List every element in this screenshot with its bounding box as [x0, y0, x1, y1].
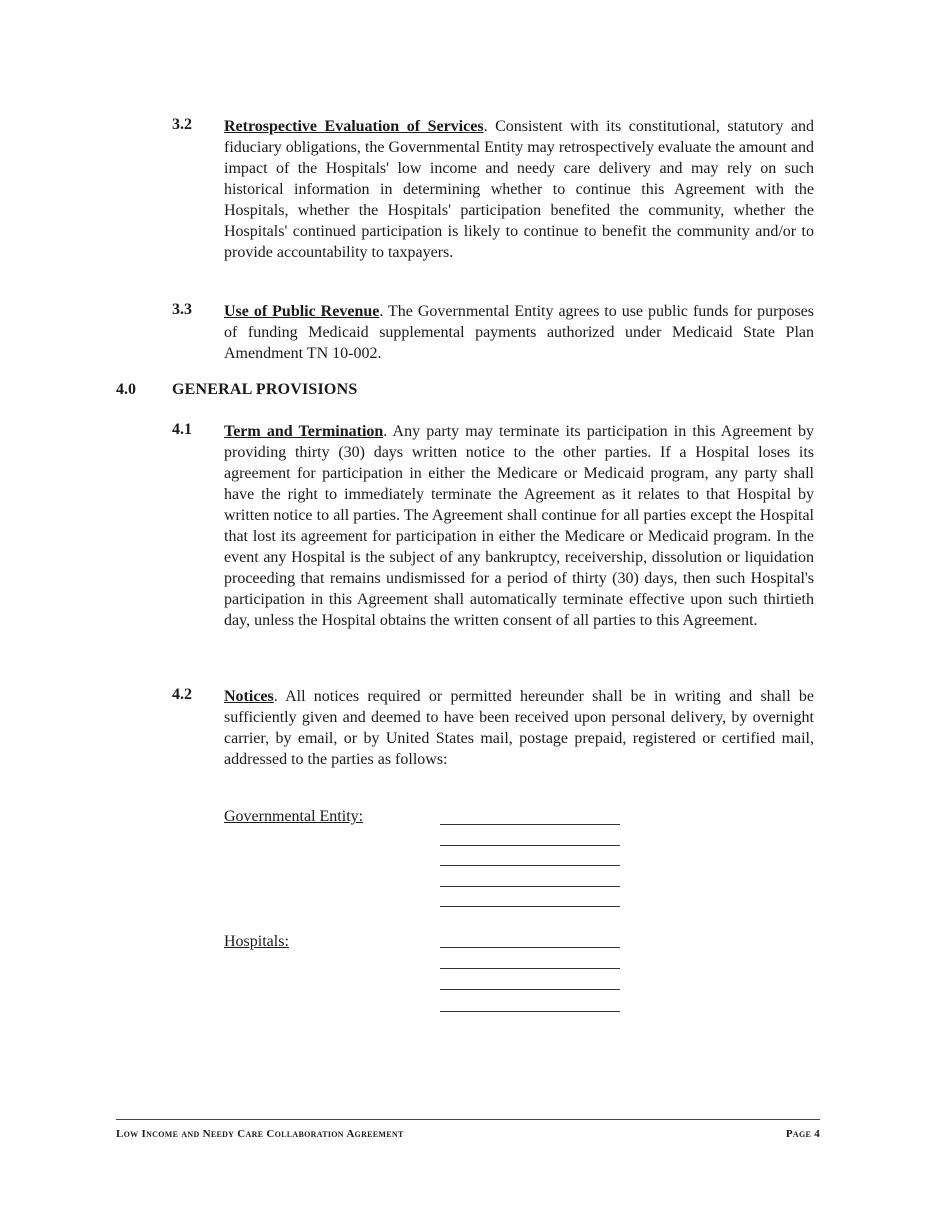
- section-4-1-heading: Term and Termination: [224, 423, 384, 440]
- footer-title: Low Income and Needy Care Collaboration Agreement: [116, 1128, 404, 1140]
- section-3-3-body: . The Governmental Entity agrees to use public funds for purposes of funding Medicaid supplemental payments authorized under Medicaid State Plan Amendment TN 10-002.: [224, 303, 814, 362]
- hospitals-address-line: [440, 968, 620, 969]
- section-4-2-heading: Notices: [224, 688, 274, 705]
- section-4-1-paragraph: [224, 421, 814, 631]
- section-number-4-0: 4.0: [116, 381, 136, 398]
- section-number-3-3: 3.3: [172, 301, 192, 318]
- section-3-2-body: . Consistent with its constitutional, statutory and fiduciary obligations, the Governmental Entity may retrospectively evaluate the amount and impact of the Hospitals' low income and needy care delivery and may rely on such historical information in determining whether to continue this Agreement with the Hospitals, whether the Hospitals' participation benefited the community, whether the Hospitals' continued participation is likely to continue to benefit the community and/or to provide accountability to taxpayers.: [224, 118, 814, 261]
- footer-page-number: Page 4: [785, 1128, 820, 1140]
- hospitals-address-line: [440, 947, 620, 948]
- hospitals-label: Hospitals:: [224, 933, 289, 950]
- governmental-address-line: [440, 824, 620, 825]
- section-title-general-provisions: GENERAL PROVISIONS: [172, 381, 358, 398]
- section-3-2-heading: Retrospective Evaluation of Services: [224, 118, 484, 135]
- section-3-3-paragraph: [224, 301, 814, 364]
- section-4-2-paragraph: [224, 686, 814, 770]
- section-3-3-heading: Use of Public Revenue: [224, 303, 380, 320]
- governmental-address-line: [440, 845, 620, 846]
- section-3-2-paragraph: [224, 116, 814, 263]
- section-4-1-body: . Any party may terminate its participation in this Agreement by providing thirty (30) days written notice to the other parties. If a Hospital loses its agreement for participation in either the Medicare or Medicaid program, any party shall have the right to immediately terminate the Agreement as it relates to that Hospital by written notice to all parties. The Agreement shall continue for all parties except the Hospital that lost its agreement for participation in either the Medicare or Medicaid program. In the event any Hospital is the subject of any bankruptcy, receivership, dissolution or liquidation proceeding that remains undismissed for a period of thirty (30) days, then such Hospital's participation in this Agreement shall automatically terminate effective upon such thirtieth day, unless the Hospital obtains the written consent of all parties to this Agreement.: [224, 423, 814, 629]
- section-number-4-2: 4.2: [172, 686, 192, 703]
- section-number-3-2: 3.2: [172, 116, 192, 133]
- governmental-address-line: [440, 906, 620, 907]
- hospitals-address-line: [440, 989, 620, 990]
- governmental-address-line: [440, 865, 620, 866]
- governmental-address-line: [440, 886, 620, 887]
- hospitals-address-line: [440, 1011, 620, 1012]
- governmental-entity-label: Governmental Entity:: [224, 808, 364, 825]
- footer-rule: [116, 1119, 820, 1120]
- section-number-4-1: 4.1: [172, 421, 192, 438]
- section-4-2-body: . All notices required or permitted hereunder shall be in writing and shall be sufficiently given and deemed to have been received upon personal delivery, by overnight carrier, by email, or by United States mail, postage prepaid, registered or certified mail, addressed to the parties as follows:: [224, 688, 814, 768]
